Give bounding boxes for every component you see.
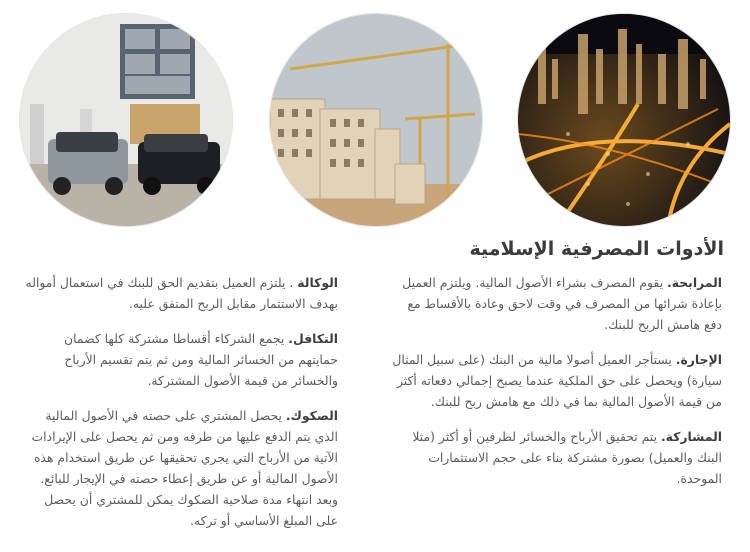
car-showroom-image	[20, 14, 232, 226]
murabaha-paragraph	[392, 272, 722, 335]
ijara-text: يستأجر العميل أصولا مالية من البنك (على سبيل المثال سيارة) ويحصل على حق الملكية عندما يصبح إجمالي دفعاته أكثر من قيمة الأصول المالية بما في ذلك مع هامش ربح للبنك.	[392, 352, 722, 409]
left-column	[22, 272, 338, 545]
term-wakala: الوكالة	[297, 275, 338, 290]
construction-image	[270, 14, 482, 226]
term-murabaha: المرابحة.	[667, 275, 722, 290]
sukuk-paragraph	[22, 405, 338, 531]
wakala-paragraph	[22, 272, 338, 314]
term-takaful: التكافل.	[288, 331, 338, 346]
construction-photo	[270, 14, 482, 226]
section-title: الأدوات المصرفية الإسلامية	[469, 238, 724, 260]
ijara-paragraph	[392, 349, 722, 412]
right-column	[392, 272, 722, 503]
city-night-photo	[518, 14, 730, 226]
musharaka-text: يتم تحقيق الأرباح والخسائر لطرفين أو أكثر (مثلا البنك والعميل) بصورة مشتركة بناء على حجم الاستثمارات الموحدة.	[412, 429, 722, 486]
sukuk-text: يحصل المشتري على حصته في الأصول المالية الذي يتم الدفع عليها من طرفه ومن ثم يحصل على الإيرادات الآتية من الأرباح التي يجري تحقيقها عن طريق استخدام هذه الأصول المالية أو عن طريق إعطاء حصته في الإيجار للبائع. وبعد انتهاء مدة صلاحية الصكوك يمكن للمشتري أن يحصل على المبلغ الأساسي أو تركه.	[31, 408, 338, 528]
term-sukuk: الصكوك.	[285, 408, 338, 423]
takaful-paragraph	[22, 328, 338, 391]
wakala-text: . يلتزم العميل بتقديم الحق للبنك في استعمال أمواله بهدف الاستثمار مقابل الربح المتفق عليه.	[25, 275, 338, 311]
term-ijara: الإجارة.	[675, 352, 722, 367]
takaful-text: يجمع الشركاء أقساطا مشتركة كلها كضمان حمايتهم من الخسائر المالية ومن ثم يتم تقسيم الأرباح والخسائر من قيمة الأصول المشتركة.	[64, 331, 338, 388]
city-night-image	[518, 14, 730, 226]
car-showroom-photo	[20, 14, 232, 226]
musharaka-paragraph	[392, 426, 722, 489]
term-musharaka: المشاركة.	[660, 429, 722, 444]
murabaha-text: يقوم المصرف بشراء الأصول المالية. ويلتزم العميل بإعادة شرائها من المصرف في وقت لاحق وعادة بالأقساط مع دفع هامش الربح للبنك.	[402, 275, 722, 332]
